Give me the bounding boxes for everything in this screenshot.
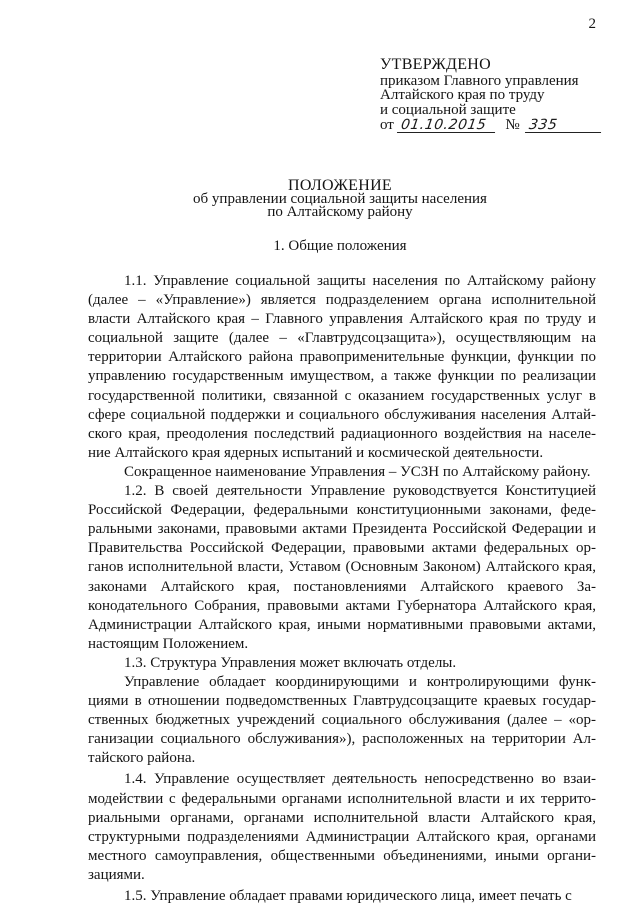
- paragraph: 1.5. Управление обладает правами юридического лица, имеет печать с: [124, 888, 572, 904]
- approval-block: [380, 58, 610, 133]
- paragraph: Сокращенное наименование Управления – УСЗН по Алтайскому району.: [124, 463, 591, 480]
- approval-line: приказом Главного управления: [380, 72, 579, 89]
- paragraph: 1.2. В своей деятельности Управление руководствуется Конституцией Российской Федерации, федеральными конституционными законами, федеральными законами, правовыми актами Президента Российской Федерации и Правительства Российской Федерации, правовыми актами федеральных органов исполнительной власти, Уставом (Основным Законом) Алтайского края, законами Алтайского края, постановлениями Алтайского краевого Законодательного Собрания, правовыми актами Губернатора Алтайского края, Администрации Алтайского края, иными нормативными правовыми актами, настоящим Положением.: [88, 483, 596, 652]
- section-heading: 1. Общие положения: [273, 238, 407, 254]
- handwritten-order-number: 335: [525, 118, 603, 133]
- title-main: ПОЛОЖЕНИЕ: [287, 177, 392, 194]
- document-body: [88, 272, 596, 906]
- approval-heading: УТВЕРЖДЕНО: [380, 56, 492, 73]
- approval-line: Алтайского края по труду: [380, 87, 545, 103]
- title-subline: по Алтайскому району: [267, 204, 413, 220]
- paragraph: 1.1. Управление социальной защиты населения по Алтайскому району (далее – «Управление») является подразделением органа исполнительной власти Алтайского края – Главного управления Алтайского края по труду и социальной защите (далее – «Главтрудсоцзащита»), осуществляющим на территории Алтайского района правоприменительные функции, функции по управлению государственным имуществом, а также функции по реализации государственной политики, связанной с оказанием государственных услуг в сфере социальной поддержки и социального обслуживания населения Алтайского края, преодоления последствий радиационного воздействия на население Алтайского края ядерных испытаний и космической деятельности.: [88, 273, 596, 461]
- paragraph: 1.4. Управление осуществляет деятельность непосредственно во взаимодействии с федеральными органами исполнительной власти и их территориальными органами, органами исполнительной власти Алтайского края, структурными подразделениями Администрации Алтайского края, органами местного самоуправления, общественными объединениями, иными организациями.: [88, 771, 596, 883]
- number-sign: №: [505, 117, 520, 133]
- date-prefix: от: [380, 117, 394, 133]
- paragraph: Управление обладает координирующими и контролирующими функциями в отношении подведомственных Главтрудсоцзащите краевых государственных бюджетных учреждений социального обслуживания (далее – «организации социального обслуживания»), расположенных на территории Алтайского района.: [88, 673, 596, 767]
- paragraph: 1.3. Структура Управления может включать отделы.: [124, 654, 457, 671]
- document-title: [0, 179, 640, 220]
- approval-line: и социальной защите: [380, 101, 516, 118]
- handwritten-date: 01.10.2015: [397, 118, 497, 133]
- page-number: 2: [588, 16, 596, 32]
- title-subline: об управлении социальной защиты населения: [193, 190, 487, 207]
- approval-date-row: [380, 118, 610, 133]
